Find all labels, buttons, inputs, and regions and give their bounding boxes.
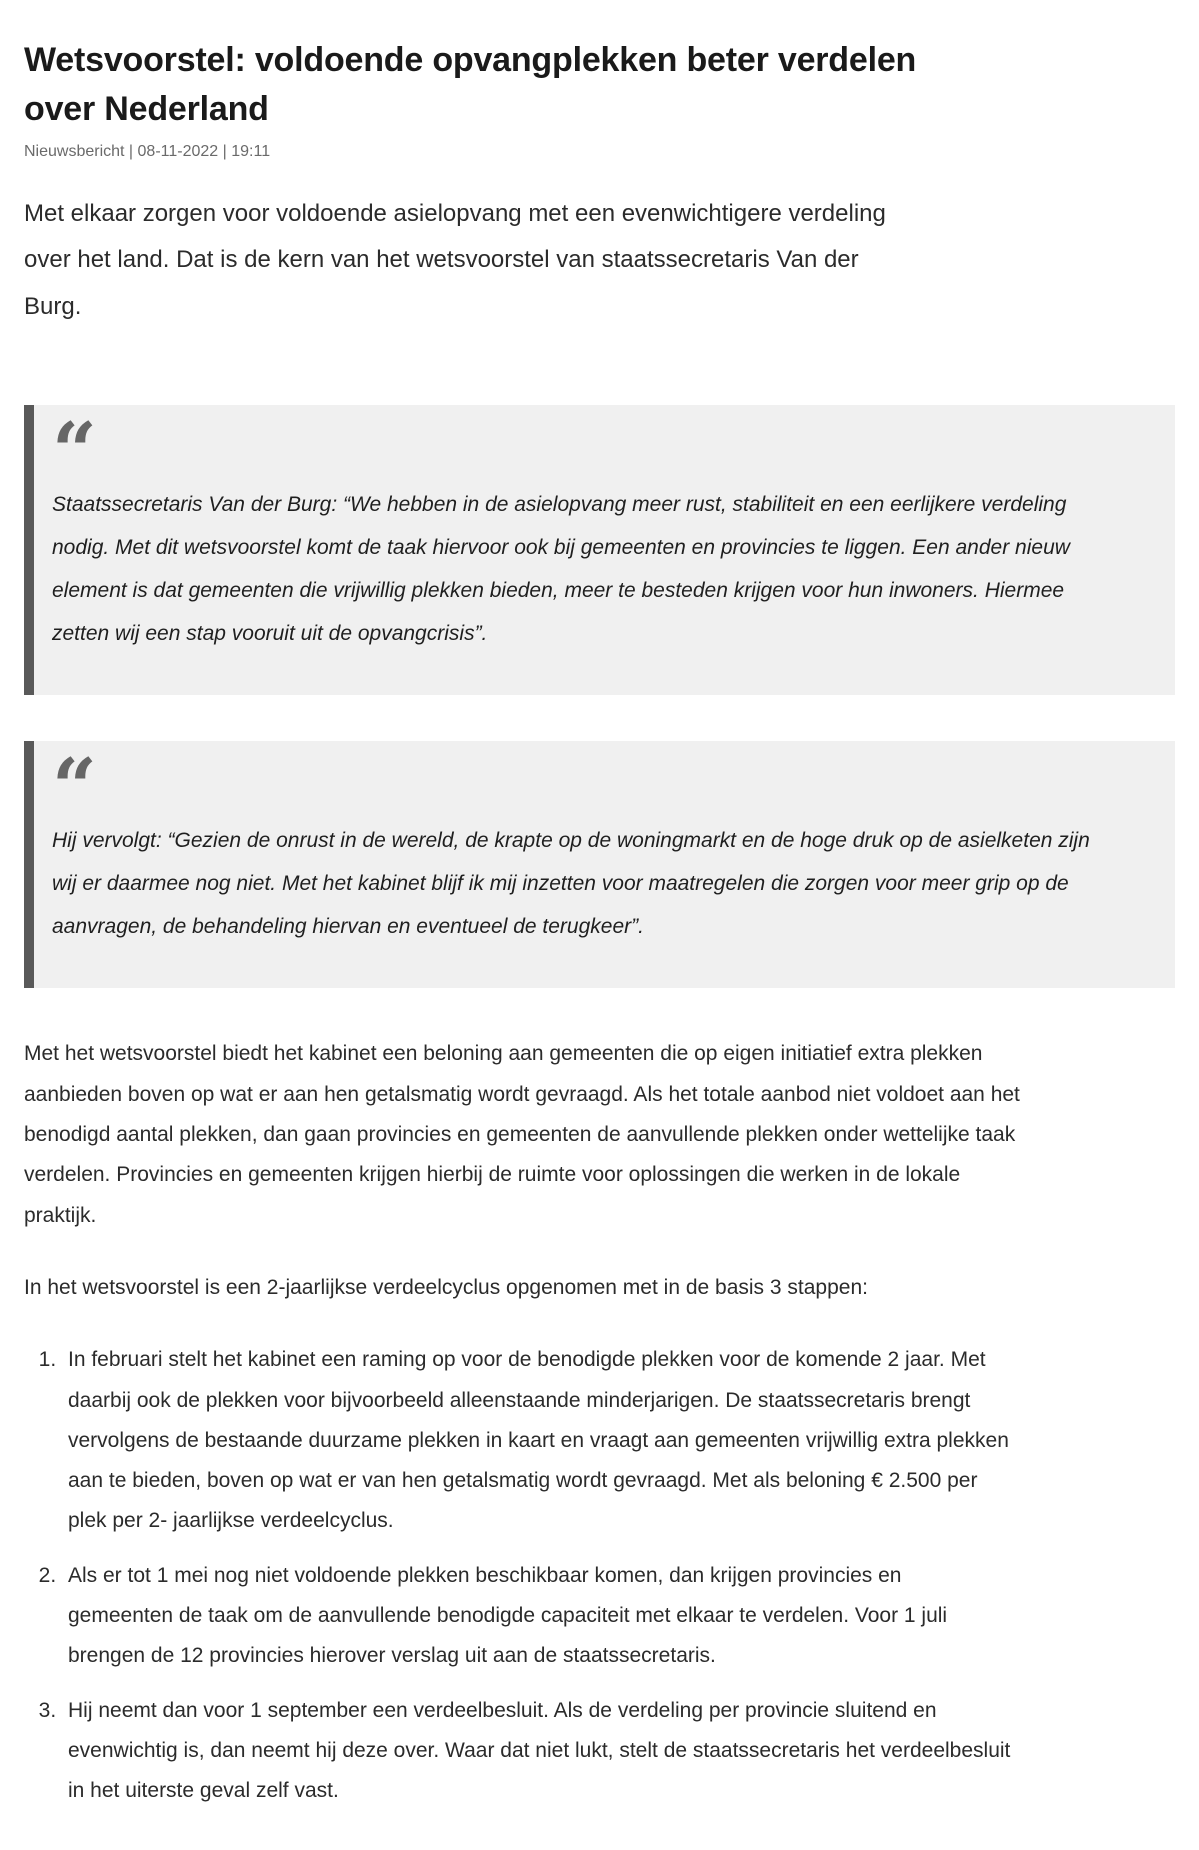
quote-icon: “	[52, 742, 97, 834]
quote-text: Hij vervolgt: “Gezien de onrust in de wereld, de krapte op de woningmarkt en de hoge druk op de asielketen zijn wij er daarmee nog niet. Met het kabinet blijf ik mij inzetten voor maatregelen die zorgen voor meer grip op de aanvragen, de behandeling hiervan en eventueel de terugkeer”.	[52, 829, 1090, 939]
quote-block-2	[24, 741, 1175, 988]
news-article	[24, 36, 1175, 1812]
body-paragraph: In het wetsvoorstel is een 2-jaarlijkse verdeelcyclus opgenomen met in de basis 3 stappen:	[24, 1275, 868, 1299]
steps-list	[24, 1340, 1014, 1811]
list-item: 1. In februari stelt het kabinet een raming op voor de benodigde plekken voor de komende 2 jaar. Met daarbij ook de plekken voor bijvoorbeeld alleenstaande minderjarigen. De staatssecretaris brengt vervolgens de bestaande duurzame plekken in kaart en vraagt aan gemeenten vrijwillig extra plekken aan te bieden, boven op wat er van hen getalsmatig wordt gevraagd. Met als beloning € 2.500 per plek per 2- jaarlijkse verdeelcyclus.	[62, 1340, 1012, 1542]
article-intro: Met elkaar zorgen voor voldoende asielopvang met een evenwichtigere verdeling over het land. Dat is de kern van het wetsvoorstel van staatssecretaris Van der Burg.	[24, 199, 886, 321]
body-paragraph: Met het wetsvoorstel biedt het kabinet een beloning aan gemeenten die op eigen initiatief extra plekken aanbieden boven op wat er aan hen getalsmatig wordt gevraagd. Als het totale aanbod niet voldoet aan het benodigd aantal plekken, dan gaan provincies en gemeenten de aanvullende plekken onder wettelijke taak verdelen. Provincies en gemeenten krijgen hierbij de ruimte voor oplossingen die werken in de lokale praktijk.	[24, 1042, 1020, 1227]
page-title: Wetsvoorstel: voldoende opvangplekken beter verdelen over Nederland	[24, 41, 917, 129]
list-item: 3. Hij neemt dan voor 1 september een verdeelbesluit. Als de verdeling per provincie sluitend en evenwichtig is, dan neemt hij deze over. Waar dat niet lukt, stelt de staatssecretaris het verdeelbesluit in het uiterste geval zelf vast.	[62, 1691, 1012, 1812]
quote-block-1	[24, 405, 1175, 695]
list-item: 2. Als er tot 1 mei nog niet voldoende plekken beschikbaar komen, dan krijgen provincies en gemeenten de taak om de aanvullende benodigde capaciteit met elkaar te verdelen. Voor 1 juli brengen de 12 provincies hierover verslag uit aan de staatssecretaris.	[62, 1556, 1012, 1677]
quote-text: Staatssecretaris Van der Burg: “We hebben in de asielopvang meer rust, stabiliteit en een eerlijkere verdeling nodig. Met dit wetsvoorstel komt de taak hiervoor ook bij gemeenten en provincies te liggen. Een ander nieuw element is dat gemeenten die vrijwillig plekken bieden, meer te besteden krijgen voor hun inwoners. Hiermee zetten wij een stap vooruit uit de opvangcrisis”.	[52, 492, 1070, 646]
article-meta: Nieuwsbericht | 08-11-2022 | 19:11	[24, 142, 271, 160]
quote-icon: “	[52, 405, 97, 497]
